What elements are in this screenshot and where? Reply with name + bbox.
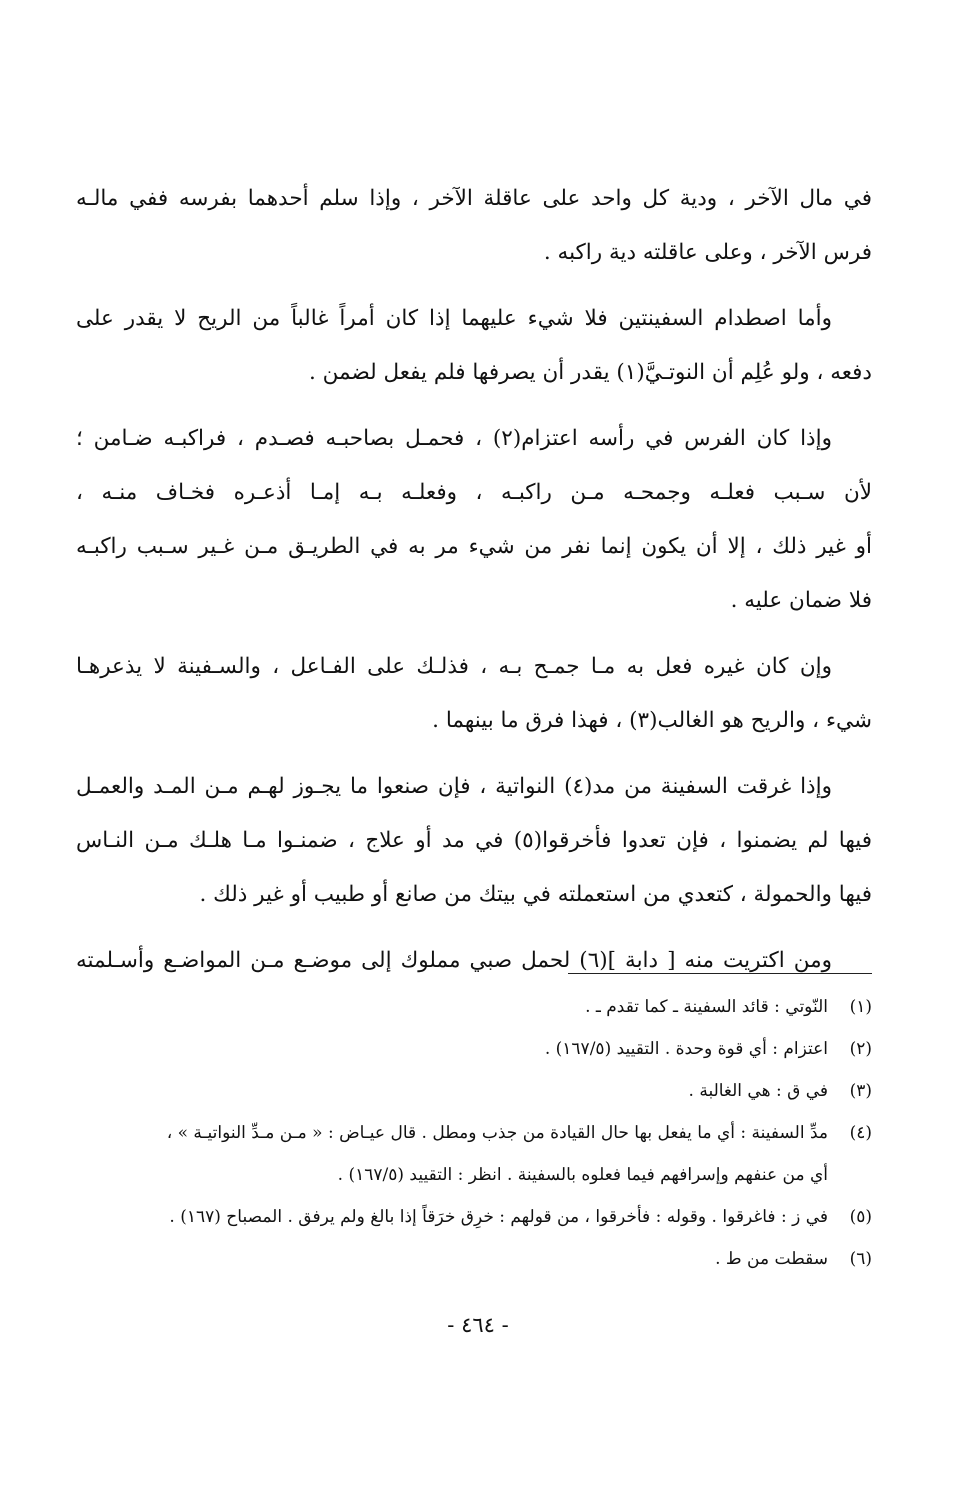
paragraph-gap bbox=[76, 628, 872, 640]
text-line: وإن كان غيره فعل به مـا جمـح بـه ، فذلـك على الفـاعل ، والسـفينة لا يذعرهـا bbox=[76, 654, 832, 679]
footnote bbox=[76, 1196, 872, 1238]
text-line: شيء ، والريح هو الغالب(٣) ، فهذا فرق ما بينهما . bbox=[432, 708, 872, 733]
main-text bbox=[76, 172, 872, 988]
paragraph bbox=[76, 292, 872, 400]
paragraph bbox=[76, 412, 872, 628]
text-line: ومن اكتريت منه [ دابة ](٦) لحمل صبي مملوك إلى موضـع مـن المواضـع وأسـلمته bbox=[76, 948, 832, 973]
paragraph bbox=[76, 640, 872, 748]
footnote-number: (٤) bbox=[849, 1123, 872, 1143]
footnote-number: (١) bbox=[849, 997, 872, 1017]
paragraph bbox=[76, 760, 872, 922]
footnote-line: أي من عنفهم وإسرافهم فيما فعلوه بالسفينة . انظر : التقييد (١٦٧/٥) . bbox=[337, 1165, 828, 1185]
footnote-line: اعتزام : أي قوة وحدة . التقييد (١٦٧/٥) . bbox=[544, 1039, 828, 1059]
footnote-text bbox=[76, 1196, 828, 1238]
text-line: دفعه ، ولو عُلِم أن النوتـيَّ(١) يقدر أن يصرفها فلم يفعل لضمن . bbox=[309, 360, 872, 385]
text-line: وإذا غرقت السفينة من مد(٤) النواتية ، فإن صنعوا ما يجـوز لهـم مـن المـد والعمـل bbox=[76, 774, 832, 799]
footnote bbox=[76, 1070, 872, 1112]
text-line: أو غير ذلك ، إلا أن يكون إنما نفر من شيء مر به في الطريـق مـن غـير سـبب راكبـه bbox=[76, 534, 872, 559]
text-line: فيها لم يضمنوا ، فإن تعدوا فأخرقوا(٥) في مد أو علاج ، ضمنـوا مـا هلـك مـن النـاس bbox=[76, 828, 872, 853]
footnote-number: (٥) bbox=[849, 1207, 872, 1227]
footnote-line: سقطت من ط . bbox=[715, 1249, 828, 1269]
paragraph-gap bbox=[76, 400, 872, 412]
paragraph bbox=[76, 172, 872, 280]
footnote-line: في ق : هي الغالبة . bbox=[688, 1081, 828, 1101]
paragraph bbox=[76, 934, 872, 988]
footnote-number: (٦) bbox=[849, 1249, 872, 1269]
text-line: فرس الآخر ، وعلى عاقلته دية راكبه . bbox=[543, 240, 872, 265]
text-line: لأن سـبب فعلـه وجمحـه مـن راكبـه ، وفعلـه بـه إمـا أذعـره فخـاف منـه ، bbox=[76, 480, 872, 505]
footnote-separator bbox=[568, 973, 872, 974]
page-number: - ٤٦٤ - bbox=[447, 1313, 509, 1337]
footnote-text bbox=[76, 1112, 828, 1196]
footnote-text bbox=[76, 986, 828, 1028]
text-line: في مال الآخر ، ودية كل واحد على عاقلة الآخر ، وإذا سلم أحدهما بفرسه ففي مالـه bbox=[76, 186, 872, 211]
paragraph-gap bbox=[76, 280, 872, 292]
footnote-line: مدِّ السفينة : أي ما يفعل بها حال القيادة من جذب ومطل . قال عيـاض : « مـن مـدِّ النواتيـة » ، bbox=[166, 1123, 828, 1143]
footnotes bbox=[76, 986, 872, 1280]
footnote-text bbox=[76, 1238, 828, 1280]
footnote-line: في ز : فاغرقوا . وقوله : فأخرقوا ، من قولهم : خرِق خرَقاً إذا بالغ ولم يرفق . المصباح (١٦٧) . bbox=[169, 1207, 828, 1227]
text-line: فلا ضمان عليه . bbox=[730, 588, 872, 613]
paragraph-gap bbox=[76, 922, 872, 934]
footnote-number: (٣) bbox=[849, 1081, 872, 1101]
footnote bbox=[76, 1028, 872, 1070]
text-line: فيها والحمولة ، كتعدي من استعملته في بيتك من صانع أو طبيب أو غير ذلك . bbox=[199, 882, 872, 907]
text-line: وإذا كان الفرس في رأسه اعتزام(٢) ، فحمـل بصاحبـه فصـدم ، فراكبـه ضـامن ؛ bbox=[76, 426, 832, 451]
footnote-text bbox=[76, 1028, 828, 1070]
footnote-text bbox=[76, 1070, 828, 1112]
footnote-number: (٢) bbox=[849, 1039, 872, 1059]
footnote bbox=[76, 1112, 872, 1196]
footnote bbox=[76, 986, 872, 1028]
paragraph-gap bbox=[76, 748, 872, 760]
footnote-line: النّوتي : قائد السفينة ـ كما تقدم ـ . bbox=[585, 997, 828, 1017]
text-line: وأما اصطدام السفينتين فلا شيء عليهما إذا كان أمراً غالباً من الريح لا يقدر على bbox=[76, 306, 832, 331]
footnote bbox=[76, 1238, 872, 1280]
